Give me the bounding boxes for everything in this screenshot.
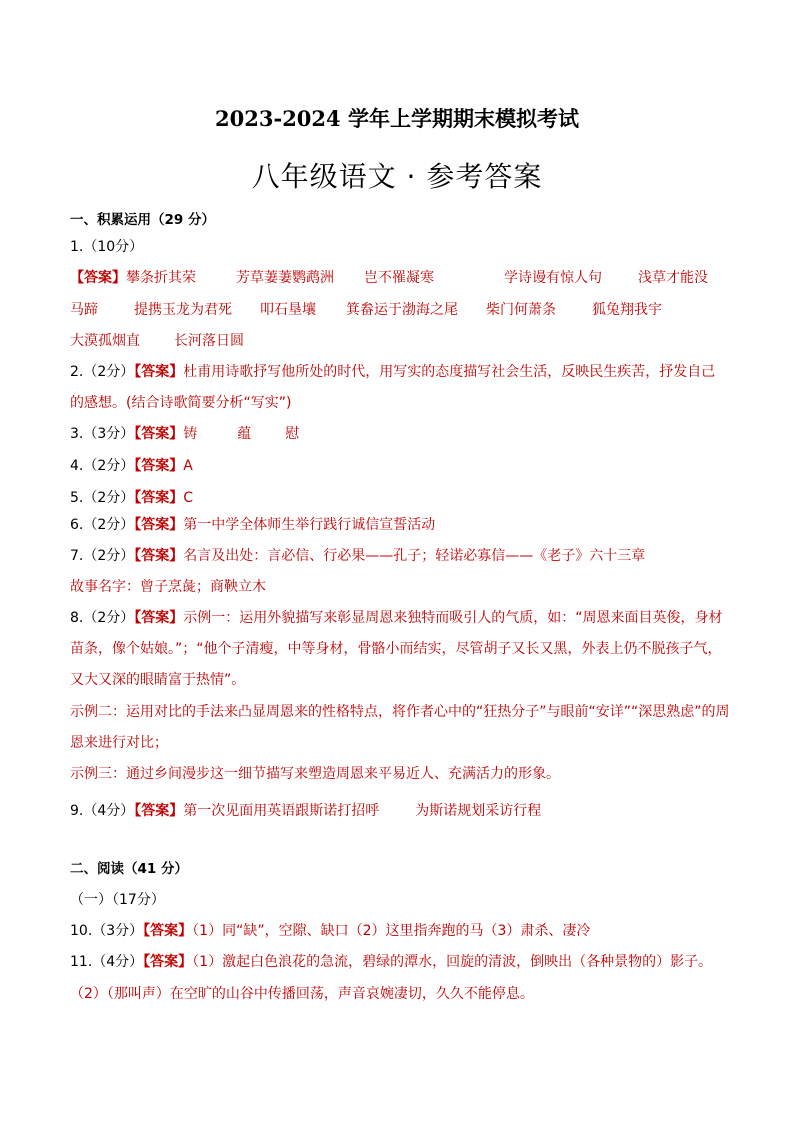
answer-item: 箕畚运于渤海之尾 xyxy=(346,302,458,318)
question-number: 9.（4分） xyxy=(70,803,135,819)
answer-text: 示例三：通过乡间漫步这一细节描写来塑造周恩来平易近人、充满活力的形象。 xyxy=(70,766,560,782)
question-number: 8.（2分） xyxy=(70,610,135,626)
answer-item: 为斯诺规划采访行程 xyxy=(415,803,542,819)
q10-line xyxy=(70,922,590,940)
answer-item: 芳草萋萋鹦鹉洲 xyxy=(236,270,334,286)
answer-item: 大漠孤烟直 xyxy=(70,333,140,349)
answer-item: 柴门何萧条 xyxy=(486,302,556,318)
answer-text: A xyxy=(183,458,193,474)
q5-line xyxy=(70,489,193,507)
q8-line xyxy=(70,609,723,627)
question-number: 6.（2分） xyxy=(70,517,135,533)
question-number: 4.（2分） xyxy=(70,458,135,474)
answer-text: 第一中学全体师生举行践行诚信宣誓活动 xyxy=(183,517,436,533)
answer-text: 名言及出处：言必信、行必果——孔子；轻诺必寡信——《老子》六十三章 xyxy=(183,548,646,564)
answer-text: 恩来进行对比； xyxy=(70,735,168,751)
page-subtitle: 八年级语文 · 参考答案 xyxy=(251,160,543,193)
question-number: 11.（4分） xyxy=(70,954,144,970)
answer-tag: 【答案】 xyxy=(134,517,184,533)
answer-tag: 【答案】 xyxy=(70,270,126,286)
answer-tag: 【答案】 xyxy=(143,954,193,970)
question-number: 5.（2分） xyxy=(70,490,135,506)
answer-item: 狐兔翔我宇 xyxy=(592,302,662,318)
answer-item: 攀条折其荣 xyxy=(126,270,196,286)
question-number: 3.（3分） xyxy=(70,426,135,442)
q7-line xyxy=(70,547,645,565)
answer-item: 浅草才能没 xyxy=(638,270,708,286)
answer-text: C xyxy=(183,490,194,506)
answer-text: 苗条，像个姑娘。”；“他个子清瘦，中等身材，骨骼小而结实，尽管胡子又长又黑，外表上仍不脱孩子气， xyxy=(70,641,722,657)
q3-line xyxy=(70,425,299,443)
question-number: 10.（3分） xyxy=(70,923,144,939)
answer-text: 又大又深的眼睛富于热情”。 xyxy=(70,672,246,688)
answer-text: 示例一：运用外貌描写来彰显周恩来独特而吸引人的气质，如：“周恩来面目英俊，身材 xyxy=(183,610,723,626)
answer-item: 马蹄 xyxy=(70,302,98,318)
section-heading: 一、积累运用（29 分） xyxy=(70,212,215,228)
answer-text: 故事名字：曾子烹彘；商鞅立木 xyxy=(70,579,266,595)
q1-answer-row xyxy=(70,269,708,287)
answer-item: 长河落日圆 xyxy=(174,333,244,349)
answer-item: 学诗谩有惊人句 xyxy=(504,270,602,286)
subsection-heading: （一）（17分） xyxy=(70,892,165,908)
answer-item: 叩石垦壤 xyxy=(260,302,316,318)
answer-tag: 【答案】 xyxy=(134,610,184,626)
exam-title: 2023-2024 学年上学期期末模拟考试 xyxy=(215,106,579,131)
answer-item: 岂不罹凝寒 xyxy=(364,270,434,286)
answer-text: （1）同“缺”，空隙、缺口（2）这里指奔跑的马（3）肃杀、凄冷 xyxy=(192,923,591,939)
answer-tag: 【答案】 xyxy=(134,426,184,442)
answer-text: 的感想。(结合诗歌简要分析“写实”) xyxy=(70,395,292,411)
answer-tag: 【答案】 xyxy=(134,490,184,506)
q11-line xyxy=(70,953,712,971)
question-number: 7.（2分） xyxy=(70,548,135,564)
q9-line xyxy=(70,802,541,820)
answer-text: （2）（那叫声）在空旷的山谷中传播回荡，声音哀婉凄切，久久不能停息。 xyxy=(70,986,534,1002)
answer-item: 蕴 xyxy=(237,426,252,442)
answer-item: 提携玉龙为君死 xyxy=(134,302,232,318)
answer-text: （1）激起白色浪花的急流，碧绿的潭水，回旋的清波，倒映出（各种景物的）影子。 xyxy=(192,954,713,970)
answer-tag: 【答案】 xyxy=(134,803,184,819)
q4-line xyxy=(70,457,193,475)
q2-line xyxy=(70,363,715,381)
answer-tag: 【答案】 xyxy=(134,364,184,380)
q1-answer-row xyxy=(70,301,662,319)
answer-tag: 【答案】 xyxy=(134,548,184,564)
answer-item: 慰 xyxy=(285,426,300,442)
answer-tag: 【答案】 xyxy=(143,923,193,939)
answer-item: 第一次见面用英语跟斯诺打招呼 xyxy=(183,803,380,819)
question-number: 1.（10分） xyxy=(70,239,144,255)
answer-item: 铸 xyxy=(183,426,198,442)
answer-text: 杜甫用诗歌抒写他所处的时代，用写实的态度描写社会生活，反映民生疾苦，抒发自己 xyxy=(183,364,716,380)
q1-answer-row xyxy=(70,332,244,350)
answer-tag: 【答案】 xyxy=(134,458,184,474)
section-heading: 二、阅读（41 分） xyxy=(70,861,188,877)
answer-text: 示例二：运用对比的手法来凸显周恩来的性格特点，将作者心中的“狂热分子”与眼前“安详”“深思熟虑”的周 xyxy=(70,704,730,720)
question-number: 2.（2分） xyxy=(70,364,135,380)
q6-line xyxy=(70,516,435,534)
